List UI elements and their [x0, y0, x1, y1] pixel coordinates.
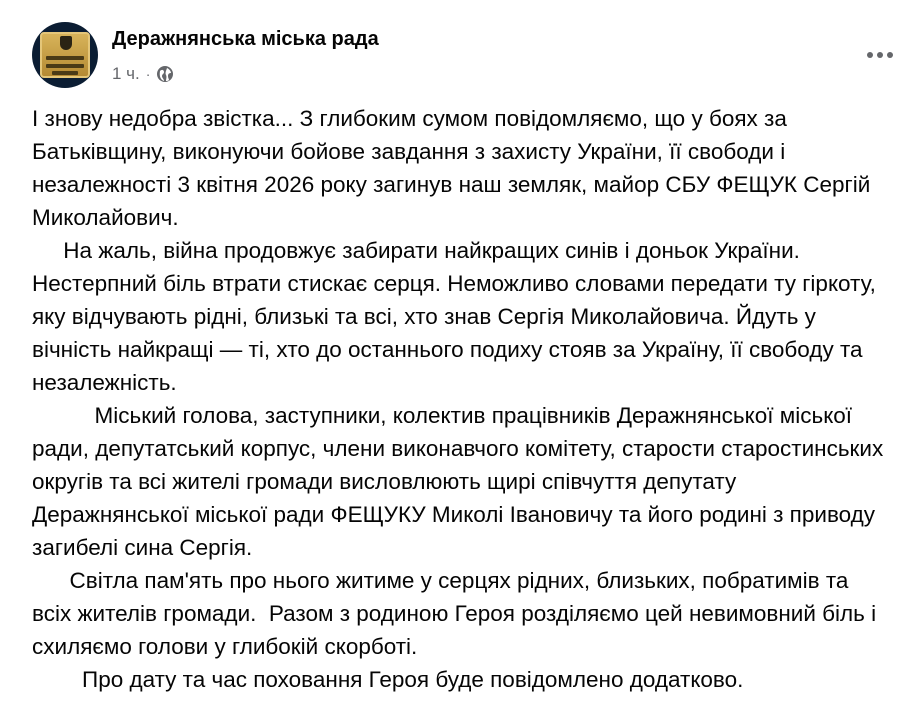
post-text — [32, 102, 892, 696]
post-paragraph: Світла пам'ять про нього житиме у серцях рідних, близьких, побратимів та всіх жителів громади. Разом з родиною Героя розділяємо цей невимовний біль і схиляємо голови у глибокій скорботі. — [32, 568, 883, 659]
post-paragraph: На жаль, війна продовжує забирати найкращих синів і доньок України. Нестерпний біль втрати стискає серця. Неможливо словами передати ту гіркоту, яку відчувають рідні, близькі та всі, хто знав Сергія Миколайовича. Йдуть у вічність найкращі — ті, хто до останнього подиху стояв за Україну, її свободу та незалежність. — [32, 238, 883, 395]
post-meta — [112, 64, 174, 84]
post-header — [32, 22, 899, 88]
post-paragraph: І знову недобра звістка... З глибоким сумом повідомляємо, що у боях за Батьківщину, виконуючи бойове завдання з захисту України, її свободи і незалежності 3 квітня 2026 року загинув наш земляк, майор СБУ ФЕЩУК Сергій Миколайович. — [32, 106, 877, 230]
post-timestamp[interactable]: 1 ч. — [112, 64, 140, 83]
page-avatar[interactable] — [32, 22, 98, 88]
globe-icon[interactable] — [156, 65, 174, 83]
city-council-logo-icon — [40, 32, 90, 78]
page-name-link[interactable]: Деражнянська міська рада — [112, 28, 379, 50]
post-paragraph: Про дату та час поховання Героя буде повідомлено додатково. — [32, 667, 744, 692]
more-options-button[interactable] — [861, 36, 899, 74]
post-paragraph: Міський голова, заступники, колектив працівників Деражнянської міської ради, депутатський корпус, члени виконавчого комітету, старости старостинських округів та всі жителі громади висловлюють щирі співчуття депутату Деражнянської міської ради ФЕЩУКУ Миколі Івановичу та його родині з приводу загибелі сина Сергія. — [32, 403, 890, 560]
more-horizontal-icon — [867, 52, 893, 58]
coat-of-arms-icon — [60, 36, 72, 50]
meta-separator: · — [145, 66, 151, 82]
